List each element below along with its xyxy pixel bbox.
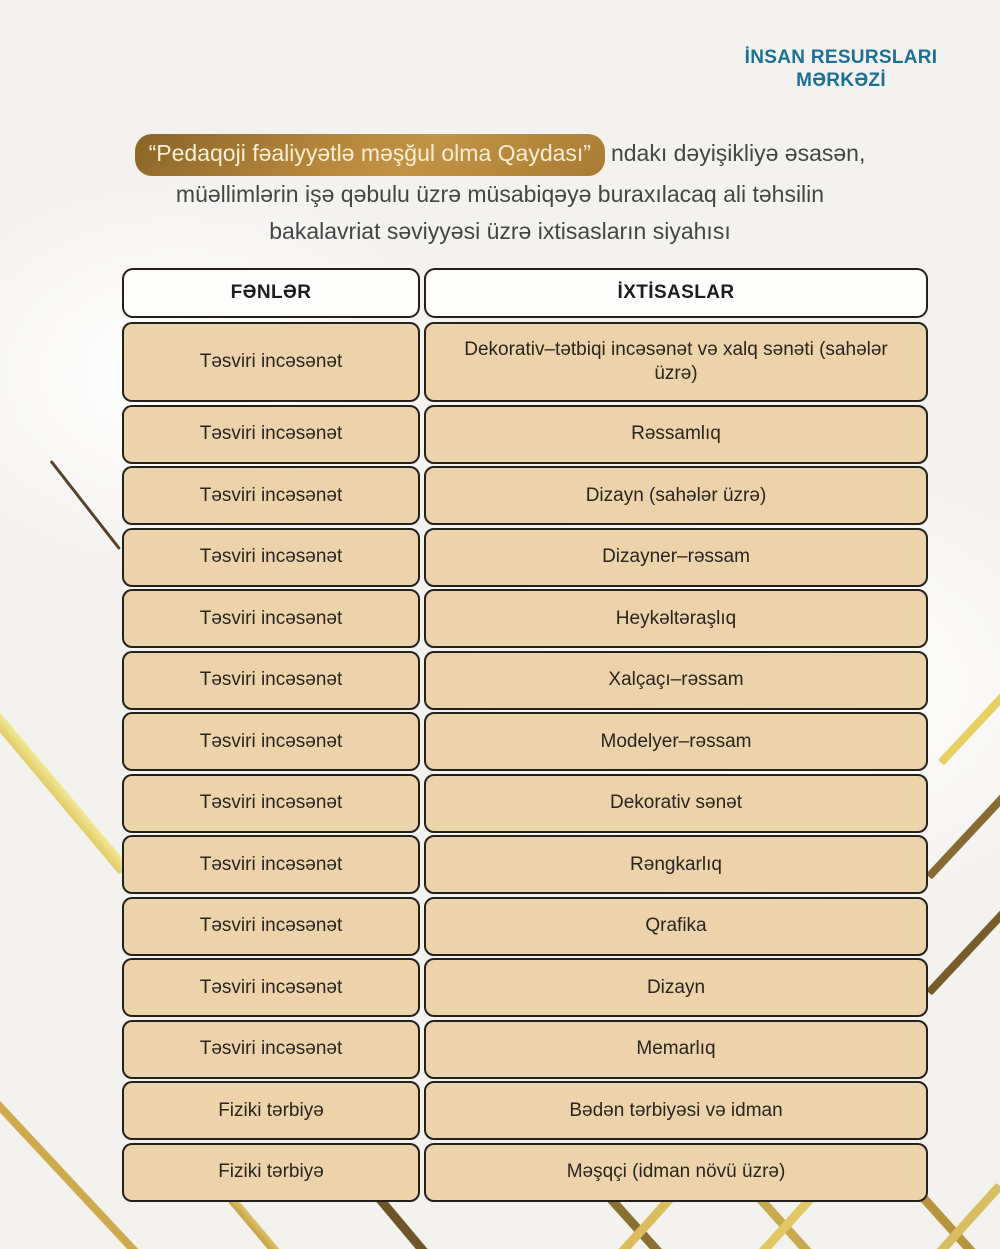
table-row bbox=[122, 466, 928, 525]
decor-gold-line bbox=[50, 460, 121, 550]
table-row bbox=[122, 1081, 928, 1140]
specialty-cell: Dizayn (sahələr üzrə) bbox=[424, 466, 928, 525]
table-body bbox=[122, 322, 928, 1202]
title-line1 bbox=[0, 134, 1000, 176]
page-title bbox=[0, 134, 1000, 251]
decor-gold-line bbox=[926, 906, 1000, 996]
title-line2: müəllimlərin işə qəbulu üzrə müsabiqəyə buraxılacaq ali təhsilin bbox=[175, 180, 825, 207]
subject-cell: Təsviri incəsənət bbox=[122, 712, 420, 771]
specialty-cell: Rəngkarlıq bbox=[424, 835, 928, 894]
table-header-row bbox=[122, 268, 928, 318]
title-line1-rest: ndakı dəyişikliyə əsasən, bbox=[610, 140, 866, 166]
subject-cell: Təsviri incəsənət bbox=[122, 897, 420, 956]
header-cell-subjects: FƏNLƏR bbox=[122, 268, 420, 318]
title-highlight-pill: “Pedaqoji fəaliyyətlə məşğul olma Qaydası” bbox=[135, 134, 605, 176]
subject-cell: Təsviri incəsənət bbox=[122, 322, 420, 402]
table-row bbox=[122, 405, 928, 464]
specialty-cell: Dekorativ sənət bbox=[424, 774, 928, 833]
header-cell-specialties: İXTİSASLAR bbox=[424, 268, 928, 318]
specialty-cell: Modelyer–rəssam bbox=[424, 712, 928, 771]
table-row bbox=[122, 958, 928, 1017]
subject-cell: Təsviri incəsənət bbox=[122, 405, 420, 464]
table-row bbox=[122, 712, 928, 771]
table-row bbox=[122, 1020, 928, 1079]
specialty-cell: Rəssamlıq bbox=[424, 405, 928, 464]
specialty-cell: Heykəltəraşlıq bbox=[424, 589, 928, 648]
subject-cell: Təsviri incəsənət bbox=[122, 1020, 420, 1079]
table-row bbox=[122, 835, 928, 894]
decor-gold-line bbox=[938, 676, 1000, 766]
org-logo-line2: MƏRKƏZİ bbox=[796, 70, 886, 91]
specialty-cell: Məşqçi (idman növü üzrə) bbox=[424, 1143, 928, 1202]
subject-cell: Təsviri incəsənət bbox=[122, 835, 420, 894]
subject-cell: Təsviri incəsənət bbox=[122, 528, 420, 587]
subject-cell: Fiziki tərbiyə bbox=[122, 1081, 420, 1140]
decor-gold-line bbox=[926, 790, 1000, 880]
subject-cell: Təsviri incəsənət bbox=[122, 466, 420, 525]
org-logo bbox=[726, 46, 956, 92]
subject-cell: Fiziki tərbiyə bbox=[122, 1143, 420, 1202]
table-row bbox=[122, 322, 928, 402]
subject-cell: Təsviri incəsənət bbox=[122, 958, 420, 1017]
subject-cell: Təsviri incəsənət bbox=[122, 651, 420, 710]
table-row bbox=[122, 589, 928, 648]
table-row bbox=[122, 1143, 928, 1202]
org-logo-line1: İNSAN RESURSLARI bbox=[744, 47, 938, 68]
table-row bbox=[122, 651, 928, 710]
subject-cell: Təsviri incəsənət bbox=[122, 774, 420, 833]
specialty-cell: Memarlıq bbox=[424, 1020, 928, 1079]
table-row bbox=[122, 528, 928, 587]
decor-gold-line bbox=[0, 686, 129, 874]
title-line3: bakalavriat səviyyəsi üzrə ixtisasların siyahısı bbox=[269, 218, 731, 244]
table-row bbox=[122, 897, 928, 956]
subject-cell: Təsviri incəsənət bbox=[122, 589, 420, 648]
specialty-cell: Dekorativ–tətbiqi incəsənət və xalq sənəti (sahələr üzrə) bbox=[424, 322, 928, 402]
specialties-table bbox=[122, 268, 928, 1202]
specialty-cell: Dizayn bbox=[424, 958, 928, 1017]
specialty-cell: Qrafika bbox=[424, 897, 928, 956]
specialty-cell: Xalçaçı–rəssam bbox=[424, 651, 928, 710]
table-row bbox=[122, 774, 928, 833]
specialty-cell: Bədən tərbiyəsi və idman bbox=[424, 1081, 928, 1140]
specialty-cell: Dizayner–rəssam bbox=[424, 528, 928, 587]
